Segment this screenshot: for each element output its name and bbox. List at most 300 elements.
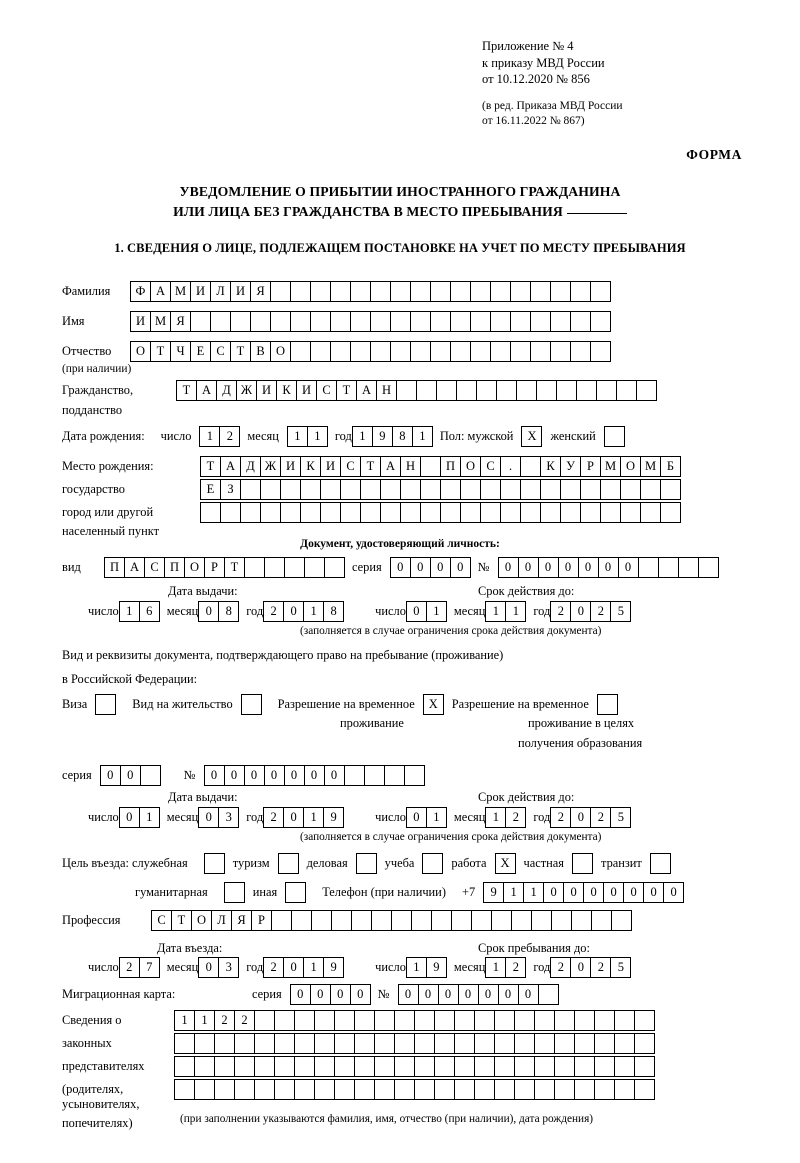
form-cell[interactable] <box>536 380 557 401</box>
form-cell[interactable]: 1 <box>505 601 526 622</box>
form-cell[interactable]: 2 <box>550 601 571 622</box>
form-cell[interactable] <box>374 1010 395 1031</box>
form-cell[interactable]: М <box>600 456 621 477</box>
form-cell[interactable] <box>510 281 531 302</box>
form-cell[interactable]: А <box>150 281 171 302</box>
form-cell[interactable] <box>594 1056 615 1077</box>
form-cell[interactable]: Н <box>376 380 397 401</box>
form-cell[interactable]: 2 <box>263 957 284 978</box>
form-cell[interactable] <box>174 1079 195 1100</box>
form-cell[interactable] <box>280 502 301 523</box>
surname-input[interactable] <box>130 281 610 302</box>
form-cell[interactable] <box>591 910 612 931</box>
form-cell[interactable]: 0 <box>623 882 644 903</box>
form-cell[interactable]: 1 <box>303 601 324 622</box>
form-cell[interactable] <box>234 1033 255 1054</box>
form-cell[interactable] <box>260 479 281 500</box>
form-cell[interactable]: 1 <box>503 882 524 903</box>
form-cell[interactable] <box>510 341 531 362</box>
form-cell[interactable]: 1 <box>485 807 506 828</box>
legal-rep-input-4[interactable] <box>174 1079 654 1100</box>
form-cell[interactable]: И <box>256 380 277 401</box>
visa-checkbox[interactable] <box>95 694 116 715</box>
form-cell[interactable]: Е <box>190 341 211 362</box>
form-cell[interactable] <box>500 479 521 500</box>
form-cell[interactable] <box>520 502 541 523</box>
form-cell[interactable] <box>294 1079 315 1100</box>
profession-input[interactable] <box>151 910 631 931</box>
form-cell[interactable] <box>640 502 661 523</box>
issue-day-input[interactable] <box>119 601 159 622</box>
form-cell[interactable]: 2 <box>234 1010 255 1031</box>
form-cell[interactable] <box>474 1079 495 1100</box>
form-cell[interactable]: 0 <box>244 765 265 786</box>
form-cell[interactable] <box>530 341 551 362</box>
form-cell[interactable]: 1 <box>523 882 544 903</box>
form-cell[interactable]: Я <box>250 281 271 302</box>
form-cell[interactable]: 0 <box>663 882 684 903</box>
form-cell[interactable] <box>540 479 561 500</box>
form-cell[interactable] <box>614 1033 635 1054</box>
form-cell[interactable]: П <box>164 557 185 578</box>
permit-issue-year-input[interactable] <box>263 807 343 828</box>
name-input[interactable] <box>130 311 610 332</box>
form-cell[interactable]: А <box>380 456 401 477</box>
form-cell[interactable] <box>470 281 491 302</box>
form-cell[interactable] <box>314 1010 335 1031</box>
form-cell[interactable] <box>660 502 681 523</box>
form-cell[interactable] <box>354 1079 375 1100</box>
doc-number-input[interactable] <box>498 557 718 578</box>
form-cell[interactable] <box>254 1033 275 1054</box>
form-cell[interactable]: 1 <box>352 426 373 447</box>
form-cell[interactable]: Р <box>204 557 225 578</box>
form-cell[interactable]: 0 <box>603 882 624 903</box>
form-cell[interactable]: 1 <box>194 1010 215 1031</box>
phone-input[interactable] <box>483 882 683 903</box>
form-cell[interactable]: З <box>220 479 241 500</box>
form-cell[interactable]: 1 <box>287 426 308 447</box>
form-cell[interactable]: И <box>190 281 211 302</box>
form-cell[interactable] <box>570 311 591 332</box>
form-cell[interactable] <box>274 1033 295 1054</box>
form-cell[interactable]: 1 <box>303 807 324 828</box>
form-cell[interactable]: А <box>356 380 377 401</box>
form-cell[interactable] <box>254 1056 275 1077</box>
form-cell[interactable] <box>550 341 571 362</box>
form-cell[interactable] <box>234 1056 255 1077</box>
form-cell[interactable] <box>580 502 601 523</box>
form-cell[interactable]: 0 <box>558 557 579 578</box>
form-cell[interactable]: 0 <box>283 601 304 622</box>
form-cell[interactable] <box>194 1079 215 1100</box>
permit-valid-day-input[interactable] <box>406 807 446 828</box>
form-cell[interactable] <box>554 1079 575 1100</box>
form-cell[interactable] <box>314 1056 335 1077</box>
form-cell[interactable]: М <box>150 311 171 332</box>
form-cell[interactable] <box>450 341 471 362</box>
form-cell[interactable] <box>514 1010 535 1031</box>
form-cell[interactable]: 0 <box>570 807 591 828</box>
form-cell[interactable]: 2 <box>590 957 611 978</box>
form-cell[interactable]: 0 <box>406 807 427 828</box>
form-cell[interactable] <box>291 910 312 931</box>
form-cell[interactable]: 0 <box>290 984 311 1005</box>
form-cell[interactable] <box>614 1056 635 1077</box>
form-cell[interactable]: 0 <box>498 984 519 1005</box>
form-cell[interactable] <box>430 311 451 332</box>
form-cell[interactable] <box>634 1079 655 1100</box>
form-cell[interactable] <box>660 479 681 500</box>
form-cell[interactable]: 0 <box>100 765 121 786</box>
form-cell[interactable]: В <box>250 341 271 362</box>
form-cell[interactable]: 0 <box>643 882 664 903</box>
form-cell[interactable] <box>264 557 285 578</box>
form-cell[interactable]: С <box>144 557 165 578</box>
form-cell[interactable] <box>616 380 637 401</box>
form-cell[interactable] <box>474 1033 495 1054</box>
form-cell[interactable] <box>270 281 291 302</box>
form-cell[interactable]: Т <box>200 456 221 477</box>
form-cell[interactable]: 0 <box>304 765 325 786</box>
form-cell[interactable]: 1 <box>139 807 160 828</box>
form-cell[interactable] <box>344 765 365 786</box>
form-cell[interactable] <box>390 281 411 302</box>
form-cell[interactable] <box>214 1056 235 1077</box>
form-cell[interactable]: 1 <box>307 426 328 447</box>
form-cell[interactable]: 0 <box>538 557 559 578</box>
form-cell[interactable] <box>194 1056 215 1077</box>
form-cell[interactable] <box>254 1010 275 1031</box>
form-cell[interactable] <box>390 341 411 362</box>
form-cell[interactable] <box>304 557 325 578</box>
form-cell[interactable]: 0 <box>198 601 219 622</box>
form-cell[interactable] <box>280 479 301 500</box>
form-cell[interactable] <box>330 341 351 362</box>
form-cell[interactable] <box>600 479 621 500</box>
form-cell[interactable] <box>534 1079 555 1100</box>
form-cell[interactable]: 0 <box>563 882 584 903</box>
form-cell[interactable]: 1 <box>174 1010 195 1031</box>
form-cell[interactable] <box>340 502 361 523</box>
form-cell[interactable] <box>596 380 617 401</box>
form-cell[interactable] <box>416 380 437 401</box>
form-cell[interactable] <box>410 341 431 362</box>
form-cell[interactable]: 5 <box>610 957 631 978</box>
form-cell[interactable]: Ж <box>236 380 257 401</box>
form-cell[interactable] <box>354 1010 375 1031</box>
form-cell[interactable]: 2 <box>263 807 284 828</box>
form-cell[interactable]: М <box>640 456 661 477</box>
form-cell[interactable] <box>574 1010 595 1031</box>
form-cell[interactable] <box>394 1033 415 1054</box>
form-cell[interactable] <box>538 984 559 1005</box>
citizenship-input[interactable] <box>176 380 656 401</box>
form-cell[interactable]: 0 <box>119 807 140 828</box>
form-cell[interactable] <box>590 341 611 362</box>
form-cell[interactable]: С <box>316 380 337 401</box>
form-cell[interactable]: 1 <box>426 807 447 828</box>
form-cell[interactable] <box>460 502 481 523</box>
issue-month-input[interactable] <box>198 601 238 622</box>
form-cell[interactable] <box>511 910 532 931</box>
form-cell[interactable]: О <box>130 341 151 362</box>
form-cell[interactable]: 0 <box>518 984 539 1005</box>
form-cell[interactable]: И <box>296 380 317 401</box>
form-cell[interactable] <box>454 1010 475 1031</box>
form-cell[interactable]: Д <box>240 456 261 477</box>
form-cell[interactable] <box>520 479 541 500</box>
form-cell[interactable]: 1 <box>119 601 140 622</box>
form-cell[interactable] <box>320 502 341 523</box>
form-cell[interactable] <box>300 479 321 500</box>
form-cell[interactable]: 0 <box>198 807 219 828</box>
form-cell[interactable] <box>590 281 611 302</box>
form-cell[interactable]: 0 <box>578 557 599 578</box>
form-cell[interactable]: 2 <box>505 957 526 978</box>
form-cell[interactable] <box>434 1056 455 1077</box>
form-cell[interactable]: 3 <box>218 957 239 978</box>
form-cell[interactable] <box>354 1033 375 1054</box>
form-cell[interactable]: 2 <box>263 601 284 622</box>
form-cell[interactable] <box>400 502 421 523</box>
form-cell[interactable] <box>470 311 491 332</box>
form-cell[interactable]: Ч <box>170 341 191 362</box>
form-cell[interactable]: Т <box>171 910 192 931</box>
form-cell[interactable] <box>451 910 472 931</box>
purpose-private-checkbox[interactable] <box>572 853 593 874</box>
form-cell[interactable] <box>384 765 405 786</box>
purpose-business-checkbox[interactable] <box>356 853 377 874</box>
form-cell[interactable] <box>274 1010 295 1031</box>
form-cell[interactable]: 2 <box>590 601 611 622</box>
form-cell[interactable] <box>240 502 261 523</box>
form-cell[interactable] <box>314 1033 335 1054</box>
form-cell[interactable] <box>456 380 477 401</box>
form-cell[interactable]: 0 <box>518 557 539 578</box>
form-cell[interactable]: 2 <box>550 957 571 978</box>
form-cell[interactable]: 2 <box>505 807 526 828</box>
form-cell[interactable] <box>260 502 281 523</box>
form-cell[interactable] <box>554 1056 575 1077</box>
form-cell[interactable]: Т <box>360 456 381 477</box>
form-cell[interactable] <box>534 1010 555 1031</box>
form-cell[interactable] <box>474 1056 495 1077</box>
form-cell[interactable]: 1 <box>406 957 427 978</box>
form-cell[interactable] <box>574 1033 595 1054</box>
form-cell[interactable] <box>634 1033 655 1054</box>
form-cell[interactable]: 2 <box>590 807 611 828</box>
form-cell[interactable] <box>140 765 161 786</box>
form-cell[interactable] <box>534 1056 555 1077</box>
form-cell[interactable]: А <box>196 380 217 401</box>
form-cell[interactable] <box>560 502 581 523</box>
form-cell[interactable] <box>274 1056 295 1077</box>
form-cell[interactable] <box>614 1079 635 1100</box>
form-cell[interactable] <box>300 502 321 523</box>
form-cell[interactable] <box>500 502 521 523</box>
form-cell[interactable] <box>574 1056 595 1077</box>
form-cell[interactable]: 9 <box>483 882 504 903</box>
form-cell[interactable]: 0 <box>120 765 141 786</box>
form-cell[interactable] <box>210 311 231 332</box>
form-cell[interactable]: 8 <box>323 601 344 622</box>
form-cell[interactable] <box>411 910 432 931</box>
form-cell[interactable] <box>234 1079 255 1100</box>
purpose-humanitarian-checkbox[interactable] <box>224 882 245 903</box>
birthplace-input-3[interactable] <box>200 502 680 523</box>
form-cell[interactable]: 0 <box>450 557 471 578</box>
form-cell[interactable] <box>394 1010 415 1031</box>
form-cell[interactable] <box>476 380 497 401</box>
form-cell[interactable] <box>638 557 659 578</box>
form-cell[interactable]: 0 <box>570 601 591 622</box>
form-cell[interactable] <box>570 341 591 362</box>
form-cell[interactable]: О <box>620 456 641 477</box>
form-cell[interactable] <box>430 341 451 362</box>
purpose-other-checkbox[interactable] <box>285 882 306 903</box>
form-cell[interactable] <box>534 1033 555 1054</box>
form-cell[interactable]: 5 <box>610 601 631 622</box>
form-cell[interactable] <box>634 1056 655 1077</box>
form-cell[interactable]: И <box>230 281 251 302</box>
birth-day-input[interactable] <box>199 426 239 447</box>
form-cell[interactable] <box>454 1079 475 1100</box>
form-cell[interactable] <box>436 380 457 401</box>
form-cell[interactable]: Т <box>176 380 197 401</box>
form-cell[interactable]: Я <box>231 910 252 931</box>
form-cell[interactable] <box>294 1033 315 1054</box>
form-cell[interactable] <box>334 1010 355 1031</box>
form-cell[interactable] <box>270 311 291 332</box>
form-cell[interactable] <box>434 1010 455 1031</box>
form-cell[interactable] <box>414 1056 435 1077</box>
form-cell[interactable] <box>254 1079 275 1100</box>
form-cell[interactable]: Е <box>200 479 221 500</box>
form-cell[interactable] <box>554 1033 575 1054</box>
form-cell[interactable] <box>230 311 251 332</box>
form-cell[interactable]: Т <box>224 557 245 578</box>
purpose-service-checkbox[interactable] <box>204 853 225 874</box>
form-cell[interactable] <box>390 311 411 332</box>
form-cell[interactable]: 9 <box>323 957 344 978</box>
migration-number-input[interactable] <box>398 984 558 1005</box>
form-cell[interactable] <box>324 557 345 578</box>
form-cell[interactable]: И <box>280 456 301 477</box>
birth-year-input[interactable] <box>352 426 432 447</box>
form-cell[interactable] <box>200 502 221 523</box>
legal-rep-input-2[interactable] <box>174 1033 654 1054</box>
form-cell[interactable] <box>560 479 581 500</box>
form-cell[interactable]: Д <box>216 380 237 401</box>
form-cell[interactable] <box>551 910 572 931</box>
form-cell[interactable] <box>294 1010 315 1031</box>
form-cell[interactable]: 0 <box>284 765 305 786</box>
form-cell[interactable]: 0 <box>224 765 245 786</box>
form-cell[interactable]: . <box>500 456 521 477</box>
form-cell[interactable] <box>290 341 311 362</box>
form-cell[interactable] <box>554 1010 575 1031</box>
form-cell[interactable]: 0 <box>410 557 431 578</box>
form-cell[interactable]: 1 <box>412 426 433 447</box>
form-cell[interactable] <box>350 311 371 332</box>
form-cell[interactable]: О <box>184 557 205 578</box>
form-cell[interactable]: У <box>560 456 581 477</box>
form-cell[interactable]: Ф <box>130 281 151 302</box>
form-cell[interactable] <box>410 311 431 332</box>
form-cell[interactable] <box>556 380 577 401</box>
form-cell[interactable] <box>434 1079 455 1100</box>
form-cell[interactable]: 0 <box>398 984 419 1005</box>
form-cell[interactable]: 0 <box>430 557 451 578</box>
form-cell[interactable] <box>350 341 371 362</box>
form-cell[interactable] <box>396 380 417 401</box>
form-cell[interactable]: 0 <box>583 882 604 903</box>
form-cell[interactable] <box>480 479 501 500</box>
form-cell[interactable]: С <box>151 910 172 931</box>
form-cell[interactable]: 0 <box>198 957 219 978</box>
form-cell[interactable]: К <box>276 380 297 401</box>
form-cell[interactable] <box>410 281 431 302</box>
form-cell[interactable]: 1 <box>426 601 447 622</box>
form-cell[interactable]: 1 <box>303 957 324 978</box>
form-cell[interactable] <box>354 1056 375 1077</box>
form-cell[interactable] <box>214 1079 235 1100</box>
form-cell[interactable]: П <box>104 557 125 578</box>
form-cell[interactable] <box>431 910 452 931</box>
form-cell[interactable] <box>494 1010 515 1031</box>
form-cell[interactable] <box>454 1056 475 1077</box>
purpose-tourism-checkbox[interactable] <box>278 853 299 874</box>
form-cell[interactable]: 2 <box>119 957 140 978</box>
form-cell[interactable] <box>636 380 657 401</box>
form-cell[interactable] <box>594 1033 615 1054</box>
form-cell[interactable]: А <box>124 557 145 578</box>
temp-residence-checkbox[interactable]: X <box>423 694 444 715</box>
form-cell[interactable] <box>374 1033 395 1054</box>
migration-series-input[interactable] <box>290 984 370 1005</box>
form-cell[interactable] <box>370 341 391 362</box>
form-cell[interactable] <box>314 1079 335 1100</box>
form-cell[interactable]: 0 <box>283 807 304 828</box>
form-cell[interactable] <box>380 479 401 500</box>
form-cell[interactable]: Я <box>170 311 191 332</box>
form-cell[interactable]: К <box>540 456 561 477</box>
form-cell[interactable]: А <box>220 456 241 477</box>
form-cell[interactable]: С <box>340 456 361 477</box>
form-cell[interactable]: 2 <box>219 426 240 447</box>
form-cell[interactable]: 2 <box>214 1010 235 1031</box>
form-cell[interactable]: 0 <box>204 765 225 786</box>
form-cell[interactable] <box>374 1056 395 1077</box>
form-cell[interactable] <box>440 502 461 523</box>
form-cell[interactable] <box>611 910 632 931</box>
form-cell[interactable]: 0 <box>390 557 411 578</box>
form-cell[interactable]: 6 <box>139 601 160 622</box>
form-cell[interactable] <box>174 1033 195 1054</box>
form-cell[interactable] <box>250 311 271 332</box>
form-cell[interactable] <box>494 1079 515 1100</box>
form-cell[interactable] <box>570 281 591 302</box>
doc-type-input[interactable] <box>104 557 344 578</box>
form-cell[interactable] <box>491 910 512 931</box>
form-cell[interactable] <box>678 557 699 578</box>
form-cell[interactable] <box>490 341 511 362</box>
form-cell[interactable]: 9 <box>323 807 344 828</box>
form-cell[interactable] <box>590 311 611 332</box>
form-cell[interactable]: О <box>460 456 481 477</box>
legal-rep-input-1[interactable] <box>174 1010 654 1031</box>
